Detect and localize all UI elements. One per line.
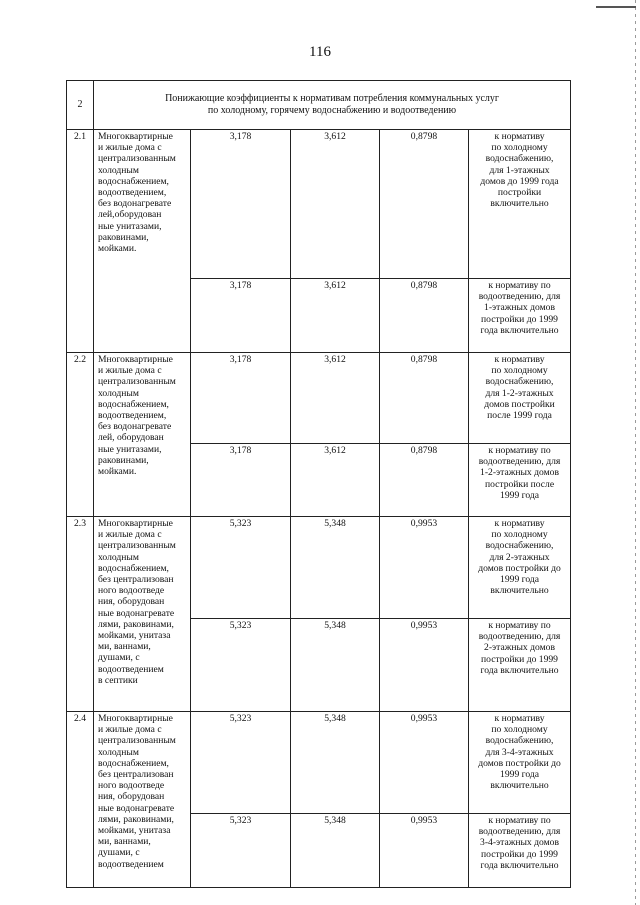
header-col-number: 2 xyxy=(67,81,94,130)
coefficient-value-v3: 0,9953 xyxy=(380,814,469,888)
coefficient-value-v2: 5,348 xyxy=(291,619,380,712)
coefficient-value-v1: 3,178 xyxy=(191,130,291,279)
row-note: к нормативу по холодному водоснабжению, для 2-этажных домов постройки до 1999 года включительно xyxy=(469,517,571,619)
coefficient-value-v2: 3,612 xyxy=(291,444,380,517)
coefficient-value-v1: 3,178 xyxy=(191,279,291,353)
coefficient-value-v1: 5,323 xyxy=(191,712,291,814)
coefficient-value-v2: 5,348 xyxy=(291,814,380,888)
coefficient-value-v3: 0,8798 xyxy=(380,444,469,517)
row-number: 2.3 xyxy=(67,517,94,712)
row-description: Многоквартирные и жилые дома с централизованным холодным водоснабжением, водоотведением, без водонагревате лей, оборудован ные унитазами, раковинами, мойками. xyxy=(94,353,191,517)
coefficient-value-v1: 5,323 xyxy=(191,517,291,619)
table-row xyxy=(67,353,571,444)
table-body xyxy=(67,81,571,888)
coefficient-value-v2: 3,612 xyxy=(291,279,380,353)
coefficient-value-v2: 5,348 xyxy=(291,517,380,619)
coefficient-value-v1: 3,178 xyxy=(191,353,291,444)
coefficient-value-v1: 3,178 xyxy=(191,444,291,517)
coefficient-value-v2: 3,612 xyxy=(291,130,380,279)
scan-edge-mark xyxy=(596,6,636,8)
table-header-row xyxy=(67,81,571,130)
coefficient-value-v3: 0,8798 xyxy=(380,130,469,279)
row-number: 2.4 xyxy=(67,712,94,888)
coefficient-value-v3: 0,9953 xyxy=(380,712,469,814)
row-number: 2.1 xyxy=(67,130,94,353)
coefficients-table xyxy=(66,80,571,888)
row-note: к нормативу по водоотведению, для 3-4-этажных домов постройки до 1999 года включительно xyxy=(469,814,571,888)
coefficient-value-v2: 3,612 xyxy=(291,353,380,444)
table-row xyxy=(67,517,571,619)
page-number: 116 xyxy=(309,44,331,60)
row-description: Многоквартирные и жилые дома с централизованным холодным водоснабжением, без централизован ного водоотведе ния, оборудован ные водонагревате лями, раковинами, мойками, унитаза ми, ваннами, душами, с водоотведением xyxy=(94,712,191,888)
row-description: Многоквартирные и жилые дома с централизованным холодным водоснабжением, водоотведением, без водонагревате лей,оборудован ные унитазами, раковинами, мойками. xyxy=(94,130,191,353)
coefficient-value-v3: 0,8798 xyxy=(380,353,469,444)
row-note: к нормативу по холодному водоснабжению, для 1-2-этажных домов постройки после 1999 года xyxy=(469,353,571,444)
row-description: Многоквартирные и жилые дома с централизованным холодным водоснабжением, без централизован ного водоотведе ния, оборудован ные водонагревате лями, раковинами, мойками, унитаза ми, ваннами, душами, с водоотведением в септики xyxy=(94,517,191,712)
table-row xyxy=(67,130,571,279)
row-note: к нормативу по водоотведению, для 1-этажных домов постройки до 1999 года включительно xyxy=(469,279,571,353)
coefficient-value-v3: 0,9953 xyxy=(380,517,469,619)
coefficient-value-v3: 0,8798 xyxy=(380,279,469,353)
table-row xyxy=(67,712,571,814)
coefficient-value-v1: 5,323 xyxy=(191,814,291,888)
row-note: к нормативу по холодному водоснабжению, для 1-этажных домов до 1999 года постройки включительно xyxy=(469,130,571,279)
row-note: к нормативу по водоотведению, для 1-2-этажных домов постройки после 1999 года xyxy=(469,444,571,517)
scan-edge-line xyxy=(635,0,636,905)
coefficient-value-v1: 5,323 xyxy=(191,619,291,712)
coefficient-value-v3: 0,9953 xyxy=(380,619,469,712)
row-number: 2.2 xyxy=(67,353,94,517)
header-title: Понижающие коэффициенты к нормативам потребления коммунальных услуг по холодному, горячему водоснабжению и водоотведению xyxy=(94,81,571,130)
row-note: к нормативу по водоотведению, для 2-этажных домов постройки до 1999 года включительно xyxy=(469,619,571,712)
row-note: к нормативу по холодному водоснабжению, для 3-4-этажных домов постройки до 1999 года включительно xyxy=(469,712,571,814)
coefficient-value-v2: 5,348 xyxy=(291,712,380,814)
